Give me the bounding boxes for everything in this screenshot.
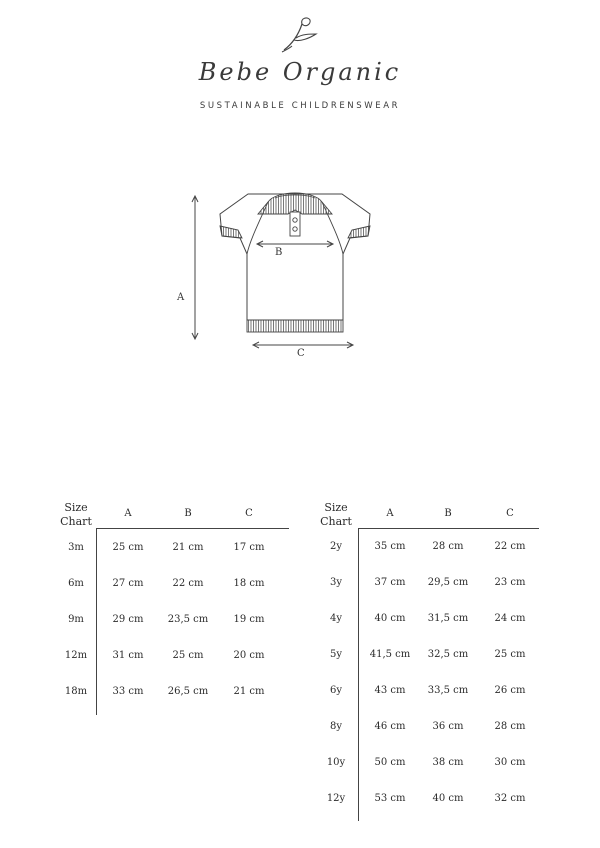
measurement-a: 53 cm — [374, 793, 406, 804]
column-header-b: B — [184, 508, 192, 519]
measurement-b: 31,5 cm — [427, 613, 469, 624]
measurement-a: 46 cm — [374, 721, 406, 732]
size-label: 12m — [64, 650, 88, 661]
hem-rib — [247, 320, 343, 332]
size-label: 3y — [329, 577, 342, 588]
measurement-a: 29 cm — [112, 614, 144, 625]
leaf-icon — [280, 14, 324, 54]
size-chart-title-line1: Size — [64, 501, 88, 514]
size-label: 9m — [68, 614, 84, 625]
measurement-b: 29,5 cm — [427, 577, 469, 588]
garment-diagram — [180, 180, 380, 370]
size-chart-title-line1: Size — [324, 501, 348, 514]
size-column-divider — [358, 528, 359, 821]
measurement-a: 33 cm — [112, 686, 144, 697]
size-label: 10y — [326, 757, 346, 768]
measurement-b: 33,5 cm — [427, 685, 469, 696]
measurement-a: 27 cm — [112, 578, 144, 589]
measurement-a: 50 cm — [374, 757, 406, 768]
measurement-b: 26,5 cm — [167, 686, 209, 697]
size-label: 5y — [329, 649, 342, 660]
size-label: 3m — [68, 542, 84, 553]
column-header-a: A — [386, 508, 394, 519]
header-divider — [358, 528, 539, 529]
measurement-b: 38 cm — [432, 757, 464, 768]
column-header-c: C — [245, 508, 253, 519]
dimension-c-label: C — [297, 348, 305, 359]
measurement-b: 28 cm — [432, 541, 464, 552]
size-chart-title — [311, 501, 361, 529]
measurement-a: 41,5 cm — [369, 649, 411, 660]
measurement-c: 30 cm — [494, 757, 526, 768]
measurement-c: 24 cm — [494, 613, 526, 624]
measurement-a: 35 cm — [374, 541, 406, 552]
size-label: 8y — [329, 721, 342, 732]
measurement-b: 21 cm — [172, 542, 204, 553]
measurement-c: 20 cm — [233, 650, 265, 661]
header-divider — [96, 528, 289, 529]
size-label: 18m — [64, 686, 88, 697]
measurement-c: 19 cm — [233, 614, 265, 625]
measurement-c: 28 cm — [494, 721, 526, 732]
column-header-c: C — [506, 508, 514, 519]
column-header-b: B — [444, 508, 452, 519]
measurement-b: 22 cm — [172, 578, 204, 589]
measurement-b: 23,5 cm — [167, 614, 209, 625]
measurement-c: 21 cm — [233, 686, 265, 697]
measurement-a: 43 cm — [374, 685, 406, 696]
measurement-a: 31 cm — [112, 650, 144, 661]
measurement-c: 18 cm — [233, 578, 265, 589]
dimension-a-label: A — [177, 292, 185, 303]
dimension-b-label: B — [275, 247, 283, 258]
measurement-c: 26 cm — [494, 685, 526, 696]
size-label: 4y — [329, 613, 342, 624]
measurement-a: 37 cm — [374, 577, 406, 588]
measurement-b: 36 cm — [432, 721, 464, 732]
size-label: 2y — [329, 541, 342, 552]
measurement-b: 32,5 cm — [427, 649, 469, 660]
size-label: 12y — [326, 793, 346, 804]
measurement-c: 17 cm — [233, 542, 265, 553]
column-header-a: A — [124, 508, 132, 519]
size-chart-title-line2: Chart — [60, 515, 92, 528]
size-chart-title-line2: Chart — [320, 515, 352, 528]
measurement-a: 40 cm — [374, 613, 406, 624]
brand-tagline: SUSTAINABLE CHILDRENSWEAR — [199, 101, 401, 111]
measurement-b: 25 cm — [172, 650, 204, 661]
brand-name: Bebe Organic — [198, 58, 402, 86]
size-label: 6m — [68, 578, 84, 589]
measurement-c: 25 cm — [494, 649, 526, 660]
measurement-c: 22 cm — [494, 541, 526, 552]
measurement-a: 25 cm — [112, 542, 144, 553]
placket — [290, 212, 300, 236]
measurement-c: 23 cm — [494, 577, 526, 588]
measurement-c: 32 cm — [494, 793, 526, 804]
size-label: 6y — [329, 685, 342, 696]
dimension-a-arrow — [192, 196, 198, 339]
size-chart-title — [51, 501, 101, 529]
measurement-b: 40 cm — [432, 793, 464, 804]
